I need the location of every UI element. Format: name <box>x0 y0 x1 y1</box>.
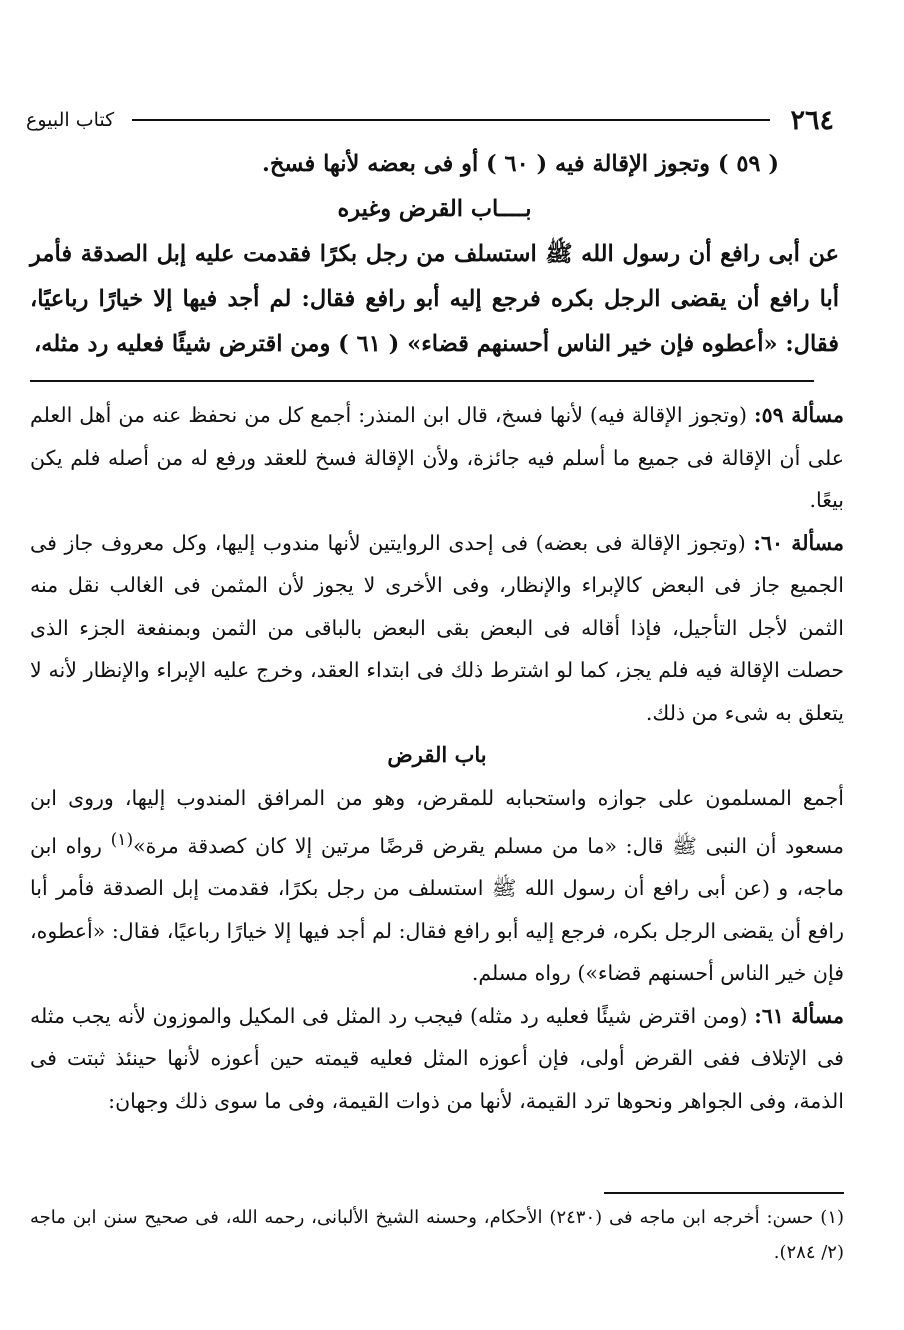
footnote-divider <box>604 1192 844 1194</box>
masala-59-label: مسألة ٥٩: <box>754 403 845 427</box>
qard-text: أجمع المسلمون على جوازه واستحبابه للمقرض، وهو من المرافق المندوب إليها، وروى ابن مسعود أن النبى ﷺ قال: «ما من مسلم يقرض قرضًا مرتين إلا كان كصدقة مرة» <box>30 785 844 858</box>
book-title: كتاب البيوع <box>26 109 115 131</box>
masala-60-text: (وتجوز الإقالة فى بعضه) فى إحدى الروايتين لأنها مندوب إليها، وكل معروف جاز فى الجميع جاز فى البعض كالإبراء والإنظار، وفى الأخرى لا يجوز لأن المثمن فى الغالب نقل منه الثمن لأجل التأجيل، فإذا أقاله فى البعض بقى البعض بالباقى من الثمن وبمنفعة الجزء الذى حصلت الإقالة فيه فلم يجز، كما لو اشترط ذلك فى ابتداء العقد، وخرج عليه الإبراء والإنظار لأنه لا يتعلق به شىء من ذلك. <box>30 530 844 725</box>
footnote-marker: (١) <box>110 830 134 850</box>
main-divider <box>30 380 814 382</box>
qard-text-continued: رواه ابن ماجه، و (عن أبى رافع أن رسول الله ﷺ استسلف من رجل بكرًا، فقدمت إبل الصدقة فأمر أبا رافع أن يقضى الرجل بكره، فرجع إليه أبو رافع فقال: لم أجد فيها إلا خيارًا رباعيًا، فقال: «أعطوه، فإن خير الناس أحسنهم قضاء») رواه مسلم. <box>30 833 844 986</box>
masala-60 <box>30 522 844 735</box>
masala-60-label: مسألة ٦٠: <box>753 530 844 555</box>
page-header <box>26 100 834 140</box>
main-text <box>30 142 839 367</box>
section-title-qard: باب القرض <box>387 742 487 767</box>
section-title-qard-wa-ghayrih: بــــاب القرض وغيره <box>337 196 532 222</box>
page-number: ٢٦٤ <box>790 104 834 136</box>
masala-59 <box>30 394 844 522</box>
masala-61-label: مسألة ٦١: <box>754 1003 844 1028</box>
masala-59-text: (وتجوز الإقالة فيه) لأنها فسخ، قال ابن المنذر: أجمع كل من نحفظ عنه من أهل العلم على أن الإقالة فى جميع ما أسلم فيه جائزة، ولأن الإقالة فسخ للعقد ورفع له من أصله فلم يكن بيعًا. <box>30 403 844 512</box>
masala-61-text: (ومن اقترض شيئًا فعليه رد مثله) فيجب رد المثل فى المكيل والموزون لأنه يجب مثله فى الإتلاف ففى القرض أولى، فإن أعوزه المثل فعليه قيمته حين أعوزه لأنها حينئذ ثبتت فى الذمة، وفى الجواهر ونحوها ترد القيمة، لأنها من ذوات القيمة، وفى ما سوى ذلك وجهان: <box>30 1003 844 1113</box>
header-rule <box>132 119 770 121</box>
matn-paragraph-qard: عن أبى رافع أن رسول الله ﷺ استسلف من رجل بكرًا فقدمت عليه إبل الصدقة فأمر أبا رافع أن يقضى الرجل بكره فرجع إليه أبو رافع فقال: لم أجد فيها إلا خيارًا رباعيًا، فقال: «أعطوه فإن خير الناس أحسنهم قضاء» ( ٦١ ) ومن اقترض شيئًا فعليه رد مثله، <box>30 241 839 357</box>
matn-line-59-60: ( ٥٩ ) وتجوز الإقالة فيه ( ٦٠ ) أو فى بعضه لأنها فسخ. <box>262 151 779 177</box>
footnote-1: (١) حسن: أخرجه ابن ماجه فى (٢٤٣٠) الأحكام، وحسنه الشيخ الألبانى، رحمه الله، فى صحيح سنن ابن ماجه (٢/ ٢٨٤). <box>30 1207 845 1263</box>
qard-paragraph <box>30 777 844 995</box>
commentary <box>30 394 844 1122</box>
masala-61 <box>30 995 844 1123</box>
footnotes <box>30 1200 844 1270</box>
